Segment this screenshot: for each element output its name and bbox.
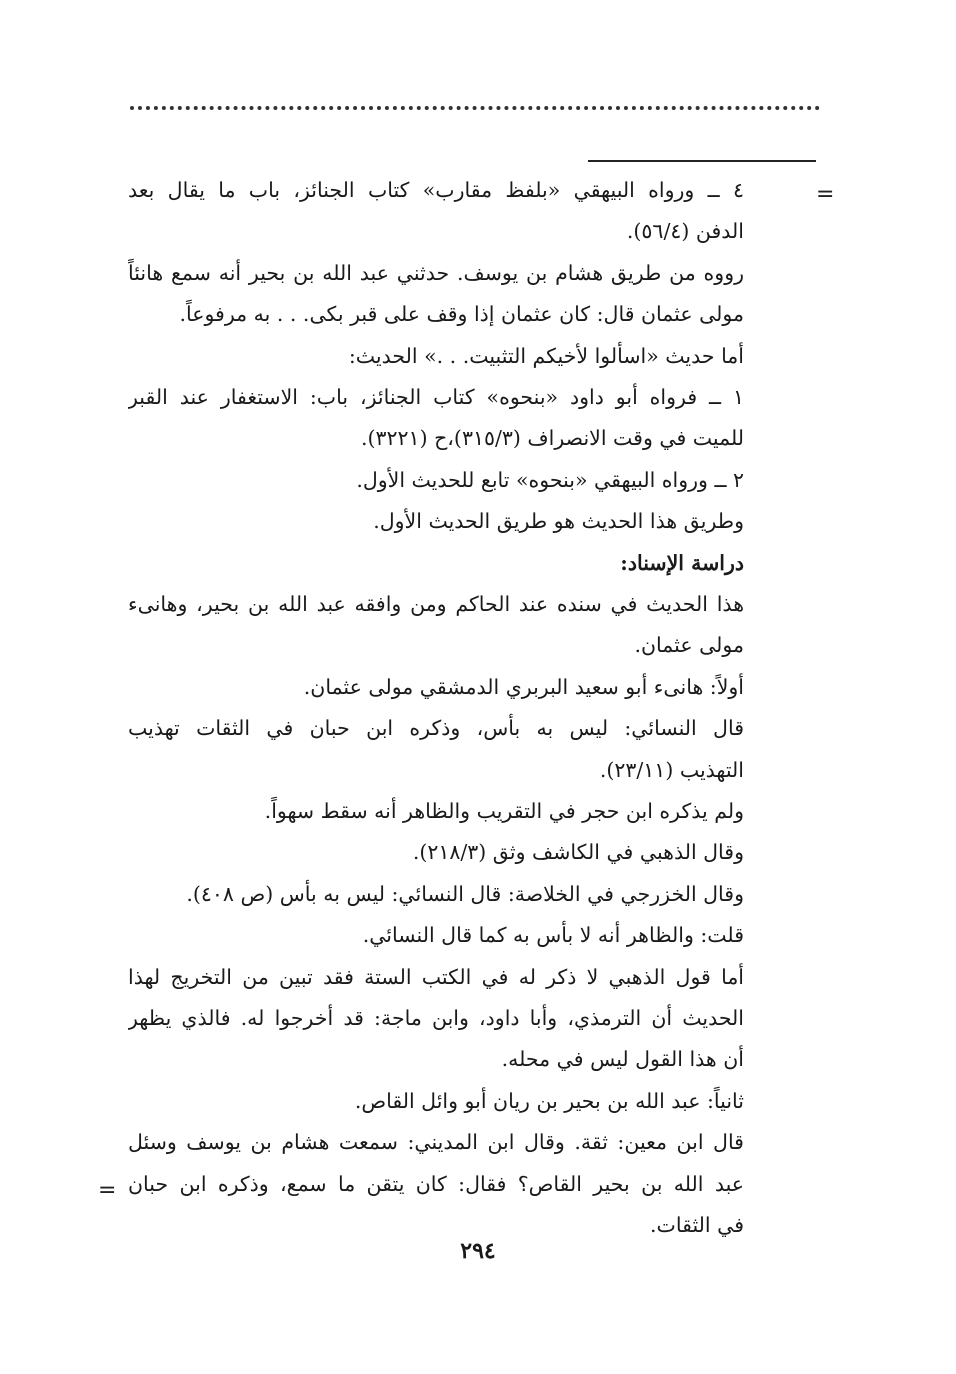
text-line: ولم يذكره ابن حجر في التقريب والظاهر أنه سقط سهواً.: [264, 799, 744, 824]
text-line: قلت: والظاهر أنه لا بأس به كما قال النسائي.: [362, 923, 744, 948]
continuation-marker-bottom: =: [98, 1178, 117, 1203]
text-line: التهذيب (٢٣/١١).: [599, 757, 744, 782]
text-line: قال ابن معين: ثقة. وقال ابن المديني: سمعت هشام بن يوسف وسئل: [128, 1130, 744, 1155]
text-line: مولى عثمان قال: كان عثمان إذا وقف على قبر بكى. . . به مرفوعاً.: [179, 302, 744, 327]
text-line: أما حديث «اسألوا لأخيكم التثبيت. . .» الحديث:: [348, 343, 744, 368]
text-line: عبد الله بن بحير القاص؟ فقال: كان يتقن ما سمع، وذكره ابن حبان: [128, 1171, 744, 1196]
text-line: ٢ ــ ورواه البيهقي «بنحوه» تابع للحديث الأول.: [356, 467, 744, 492]
text-line: رووه من طريق هشام بن يوسف. حدثني عبد الله بن بحير أنه سمع هانئاً: [128, 260, 744, 285]
footnote-rule: [588, 160, 816, 162]
text-line: الحديث أن الترمذي، وأبا داود، وابن ماجة: قد أخرجوا له. فالذي يظهر: [128, 1006, 744, 1031]
text-line: ٤ ــ ورواه البيهقي «بلفظ مقارب» كتاب الجنائز، باب ما يقال بعد: [128, 178, 744, 202]
text-line: قال النسائي: ليس به بأس، وذكره ابن حبان في الثقات تهذيب: [128, 716, 744, 741]
dotted-separator: [130, 106, 820, 110]
text-line: أن هذا القول ليس في محله.: [501, 1047, 744, 1072]
text-line: وقال الخزرجي في الخلاصة: قال النسائي: ليس به بأس (ص ٤٠٨).: [186, 881, 744, 906]
section-heading: دراسة الإسناد:: [620, 550, 744, 575]
text-line: وقال الذهبي في الكاشف وثق (٢١٨/٣).: [412, 840, 744, 865]
text-line: للميت في وقت الانصراف (٣١٥/٣)،ح (٣٢٢١).: [361, 426, 744, 451]
text-line: الدفن (٥٦/٤).: [626, 219, 744, 244]
text-line: ١ ــ فرواه أبو داود «بنحوه» كتاب الجنائز، باب: الاستغفار عند القبر: [128, 385, 744, 409]
text-line: هذا الحديث في سنده عند الحاكم ومن وافقه عبد الله بن بحير، وهانىء: [128, 592, 744, 617]
page-number: ٢٩٤: [460, 1238, 496, 1264]
text-line: أولاً: هانىء أبو سعيد البربري الدمشقي مولى عثمان.: [303, 674, 744, 699]
text-line: في الثقات.: [650, 1213, 744, 1238]
continuation-marker-top: =: [816, 182, 835, 207]
text-line: ثانياً: عبد الله بن بحير بن ريان أبو وائل القاص.: [354, 1088, 744, 1113]
text-line: وطريق هذا الحديث هو طريق الحديث الأول.: [373, 509, 744, 534]
text-line: مولى عثمان.: [634, 633, 744, 658]
text-line: أما قول الذهبي لا ذكر له في الكتب الستة فقد تبين من التخريج لهذا: [128, 964, 744, 989]
page-body-text: [128, 170, 744, 1246]
